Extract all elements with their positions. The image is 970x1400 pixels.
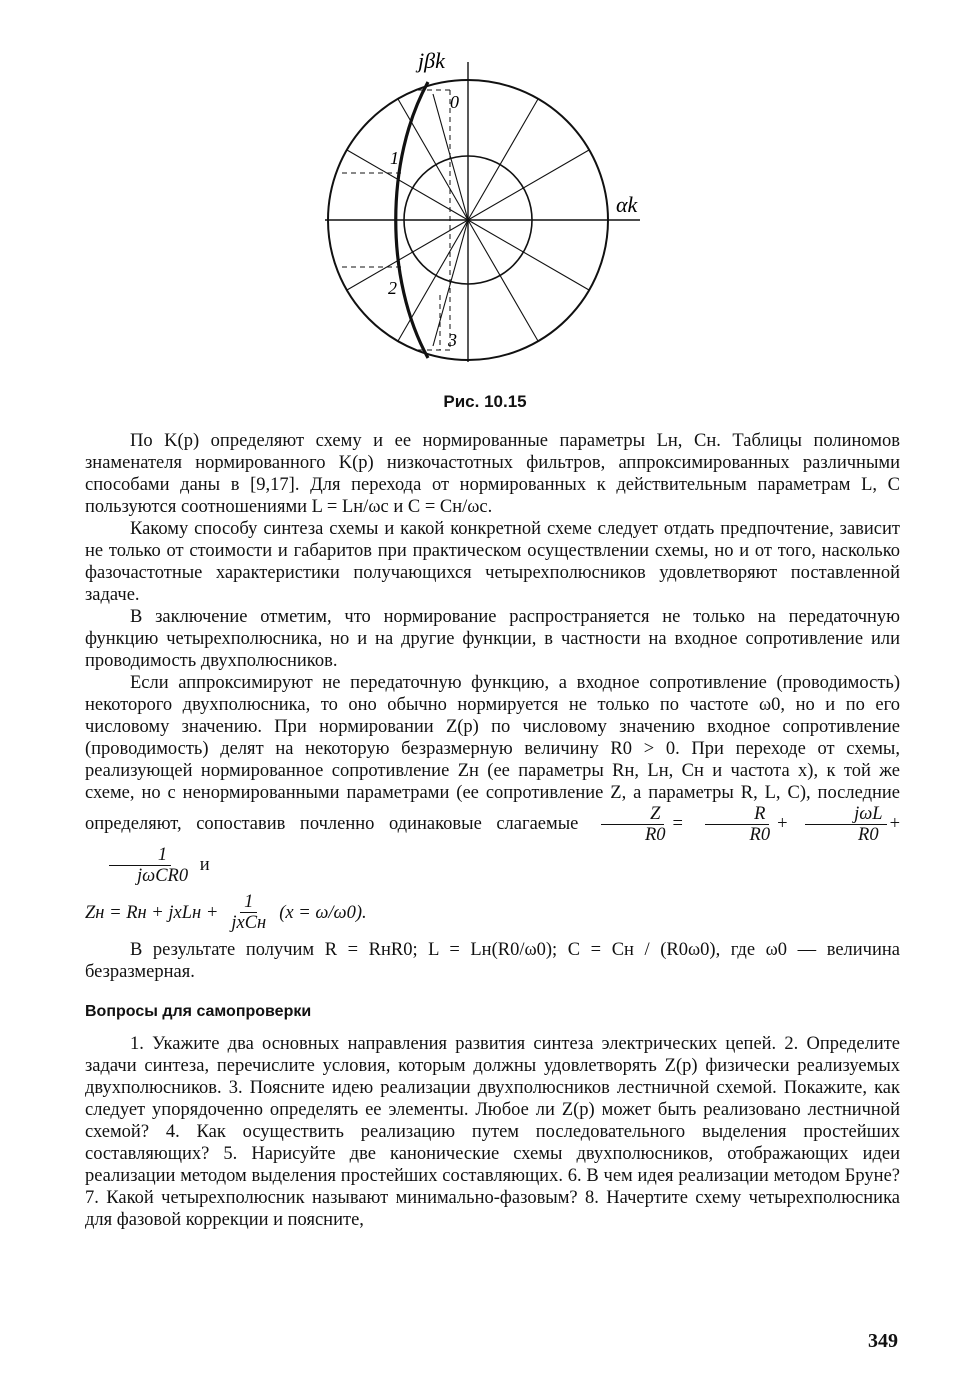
questions-list: 1. Укажите два основных направления развития синтеза электрических цепей. 2. Определите задачи синтеза, перечислите условия, которым должны удовлетворять Z(p) физически реализуемых двухполюсников. 3. Поясните идею реализации двухполюсников лестничной схемой. Покажите, как следует упорядоченно определять ее элементы. Любое ли Z(p) может быть реализовано лестничной схемой? 4. Как осуществить реализацию путем последовательного выделения простейших составляющих? 5. Нарисуйте две канонические схемы двухполюсников, отображающих идеи реализации методом выделения простейших составляющих. 6. В чем идея реализации методом Бруне? 7. Какой четырехполюсник называют минимально-фазовым? 8. Начертите схему четырехполюсника для фазовой коррекции и поясните, — [85, 1034, 900, 1230]
paragraph-1: По K(p) определяют схему и ее нормированные параметры Lн, Cн. Таблицы полиномов знаменателя нормированного K(p) низкочастотных фильтров, аппроксимированных различными способами даны в [9,17]. Для перехода от нормированных к действительным параметрам L, C пользуются соотношениями L = Lн/ωc и C = Cн/ωc. — [85, 431, 900, 517]
page-number: 349 — [868, 1330, 898, 1352]
eq1-term2: $\frac{\text{jωL}}{R0}$ — [805, 804, 887, 845]
axis-y-label: jβk — [418, 48, 445, 73]
paragraph-3: В заключение отметим, что нормирование распространяется не только на передаточную функцию четырехполюсника, но и на другие функции, в частности на входное сопротивление или проводимость двухполюсников. — [85, 607, 900, 671]
point-label-1: 1 — [390, 148, 399, 168]
eq1-term3: $\frac{1}{\text{jωCR0}}$ — [88, 845, 192, 886]
paragraph-2: Какому способу синтеза схемы и какой конкретной схеме следует отдать предпочтение, зависит не только от стоимости и габаритов при практическом осуществлении схемы, но и от того, насколько фазочастотные характеристики получающихся четырехполюсников удовлетворяют поставленной задаче. — [85, 519, 900, 605]
point-label-2: 2 — [388, 278, 397, 298]
point-label-3: 3 — [448, 330, 457, 350]
paragraph-5: В результате получим R = RнR0; L = Lн(R0/ω0); C = Cн / (R0ω0), где ω0 — величина безразмерная. — [85, 940, 900, 982]
pole-zero-diagram — [300, 40, 660, 380]
point-label-0: 0 — [450, 92, 459, 112]
main-text — [85, 430, 900, 1231]
paragraph-4: Если аппроксимируют не передаточную функцию, а входное сопротивление (проводимость) некоторого двухполюсника, то оно обычно нормируется не только по частоте ω0, но и по его числовому значению. При нормировании Z(p) по числовому значению входное сопротивление (проводимость) делят на некоторую безразмерную величину R0 > 0. При переходе от схемы, реализующей нормированное сопротивление Zн (ее параметры Rн, Lн, Cн и частота x), к той же схеме, но с ненормированными параметрами (ее сопротивление Z, а параметры R, L, C), последние определяют, сопоставив почленно одинаковые слагаемые $\frac{Z}{R0}$ = $\frac{R}{R0}$ + $\frac{\text{jωL}}{R0}$ + $\frac{1}{\text{jωCR0}}$ и — [85, 673, 901, 886]
axis-x-label: αk — [616, 192, 638, 217]
eq1-term1: $\frac{R}{R0}$ — [701, 804, 775, 845]
section-heading: Вопросы для самопроверки — [85, 1003, 312, 1020]
equation-2: Zн = Rн + jxLн + $\frac{1}{\text{jxCн}}$ (x = ω/ω0). — [85, 892, 367, 933]
figure-caption: Рис. 10.15 — [443, 392, 527, 411]
eq1-lhs: $\frac{Z}{R0}$ — [596, 804, 670, 845]
